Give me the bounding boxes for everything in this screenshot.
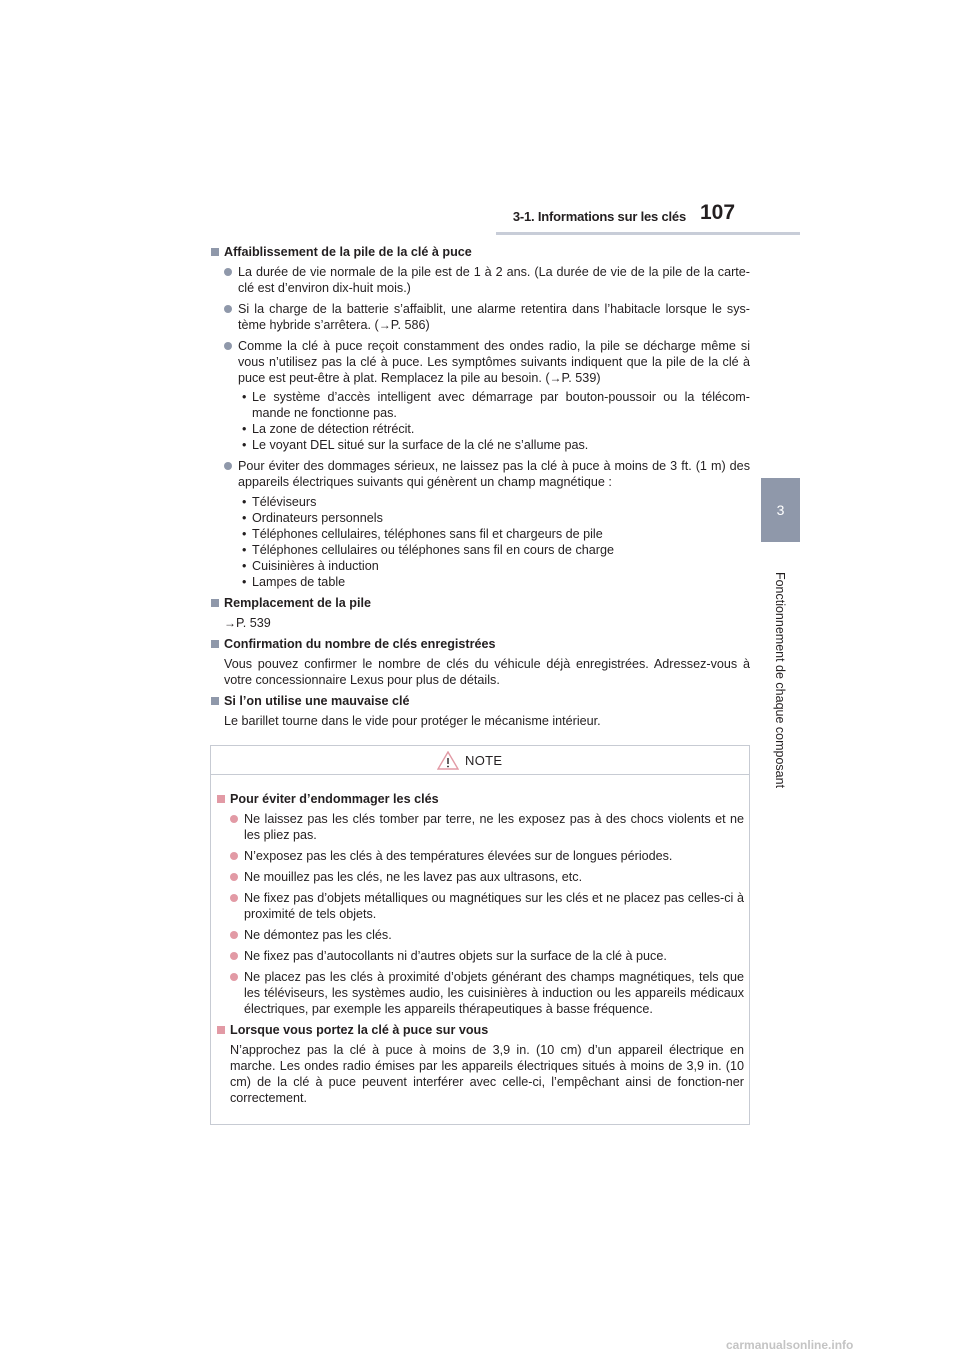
battery-bullet-text: Si la charge de la batterie s’affaiblit, une alarme retentira dans l’habitacle lorsque le sys-tème hybride s’arrêtera. ( (238, 302, 750, 332)
page-ref-link[interactable]: P. 586) (390, 318, 430, 332)
arrow-icon: → (224, 616, 236, 630)
warning-icon (437, 751, 459, 770)
symptom-item: • La zone de détection rétrécit. (210, 421, 750, 437)
device-item: • Téléphones cellulaires ou téléphones sans fil en cours de charge (210, 542, 750, 558)
page-ref-link[interactable]: P. 539) (561, 371, 601, 385)
heading-replace: Remplacement de la pile (210, 595, 750, 611)
note-bullet: Ne fixez pas d’autocollants ni d’autres objets sur la surface de la clé à puce. (216, 948, 744, 964)
chapter-number: 3 (776, 502, 785, 518)
symptom-item: • Le voyant DEL situé sur la surface de la clé ne s’allume pas. (210, 437, 750, 453)
arrow-icon: → (378, 318, 391, 332)
note-bullet: Ne mouillez pas les clés, ne les lavez pas aux ultrasons, etc. (216, 869, 744, 885)
battery-bullet (210, 338, 750, 386)
confirm-text: Vous pouvez confirmer le nombre de clés du véhicule déjà enregistrées. Adressez-vous à votre concessionnaire Lexus pour plus de détails. (224, 657, 750, 687)
note-bullet: Ne placez pas les clés à proximité d’objets générant des champs magnétiques, tels que les téléviseurs, les systèmes audio, les cuisinières à induction ou les appareils médicaux électriques, par exemple les appareils thérapeutiques à basse fréquence. (216, 969, 744, 1017)
note-bullet: Ne fixez pas d’objets métalliques ou magnétiques sur les clés et ne placez pas celles-ci à proximité de tels objets. (216, 890, 744, 922)
heading-battery: Affaiblissement de la pile de la clé à puce (210, 244, 750, 260)
battery-bullet: Pour éviter des dommages sérieux, ne laissez pas la clé à puce à moins de 3 ft. (1 m) des appareils électriques suivants qui génèrent un champ magnétique : (210, 458, 750, 490)
header-divider (496, 232, 800, 235)
page-ref-link[interactable]: P. 539 (236, 616, 271, 630)
symptom-item: • Le système d’accès intelligent avec démarrage par bouton-poussoir ou la télécom-mande ne fonctionne pas. (210, 389, 750, 421)
battery-bullet (210, 264, 750, 296)
device-item: • Téléphones cellulaires, téléphones sans fil et chargeurs de pile (210, 526, 750, 542)
note-label: NOTE (465, 753, 503, 768)
device-item: • Ordinateurs personnels (210, 510, 750, 526)
note-box (210, 745, 750, 1125)
note-bullet: N’exposez pas les clés à des températures élevées sur de longues périodes. (216, 848, 744, 864)
note-heading-carry: Lorsque vous portez la clé à puce sur vous (216, 1022, 744, 1038)
main-content (210, 244, 750, 734)
chapter-tab[interactable] (761, 478, 800, 542)
device-item: • Téléviseurs (210, 494, 750, 510)
note-carry-text: N’approchez pas la clé à puce à moins de 3,9 in. (10 cm) d’un appareil électrique en marche. Les ondes radio émises par les appareils électriques situés à moins de 3,9 in. (10 cm) de la clé à puce peuvent interférer avec celle-ci, l’empêchant ainsi de fonction-ner correctement. (230, 1043, 744, 1105)
note-heading-damage: Pour éviter d’endommager les clés (216, 791, 744, 807)
heading-wrong-key: Si l’on utilise une mauvaise clé (210, 693, 750, 709)
chapter-label-text: Fonctionnement de chaque composant (773, 571, 787, 789)
arrow-icon: → (549, 371, 562, 385)
wrong-key-text: Le barillet tourne dans le vide pour protéger le mécanisme intérieur. (224, 714, 601, 728)
device-item: • Lampes de table (210, 574, 750, 590)
page-number: 107 (700, 201, 736, 224)
replace-ref (210, 615, 750, 631)
note-bullet: Ne démontez pas les clés. (216, 927, 744, 943)
note-body (216, 791, 744, 1111)
battery-bullet (210, 301, 750, 333)
watermark: carmanualsonline.info (726, 1338, 854, 1352)
header-section-title: 3-1. Informations sur les clés (512, 209, 686, 224)
note-header (211, 746, 749, 775)
note-bullet: Ne laissez pas les clés tomber par terre, ne les exposez pas à des chocs violents et ne les pliez pas. (216, 811, 744, 843)
battery-bullet-text: Comme la clé à puce reçoit constamment des ondes radio, la pile se décharge même si vous n’utilisez pas la clé à puce. Les symptômes suivants indiquent que la pile de la clé à puce est peut-être à plat. Remplacez la pile au besoin. ( (238, 339, 750, 385)
heading-confirm: Confirmation du nombre de clés enregistrées (210, 636, 750, 652)
battery-bullet-text: La durée de vie normale de la pile est de 1 à 2 ans. (La durée de vie de la pile de la carte-clé est d’environ dix-huit mois.) (238, 265, 750, 295)
device-item: • Cuisinières à induction (210, 558, 750, 574)
